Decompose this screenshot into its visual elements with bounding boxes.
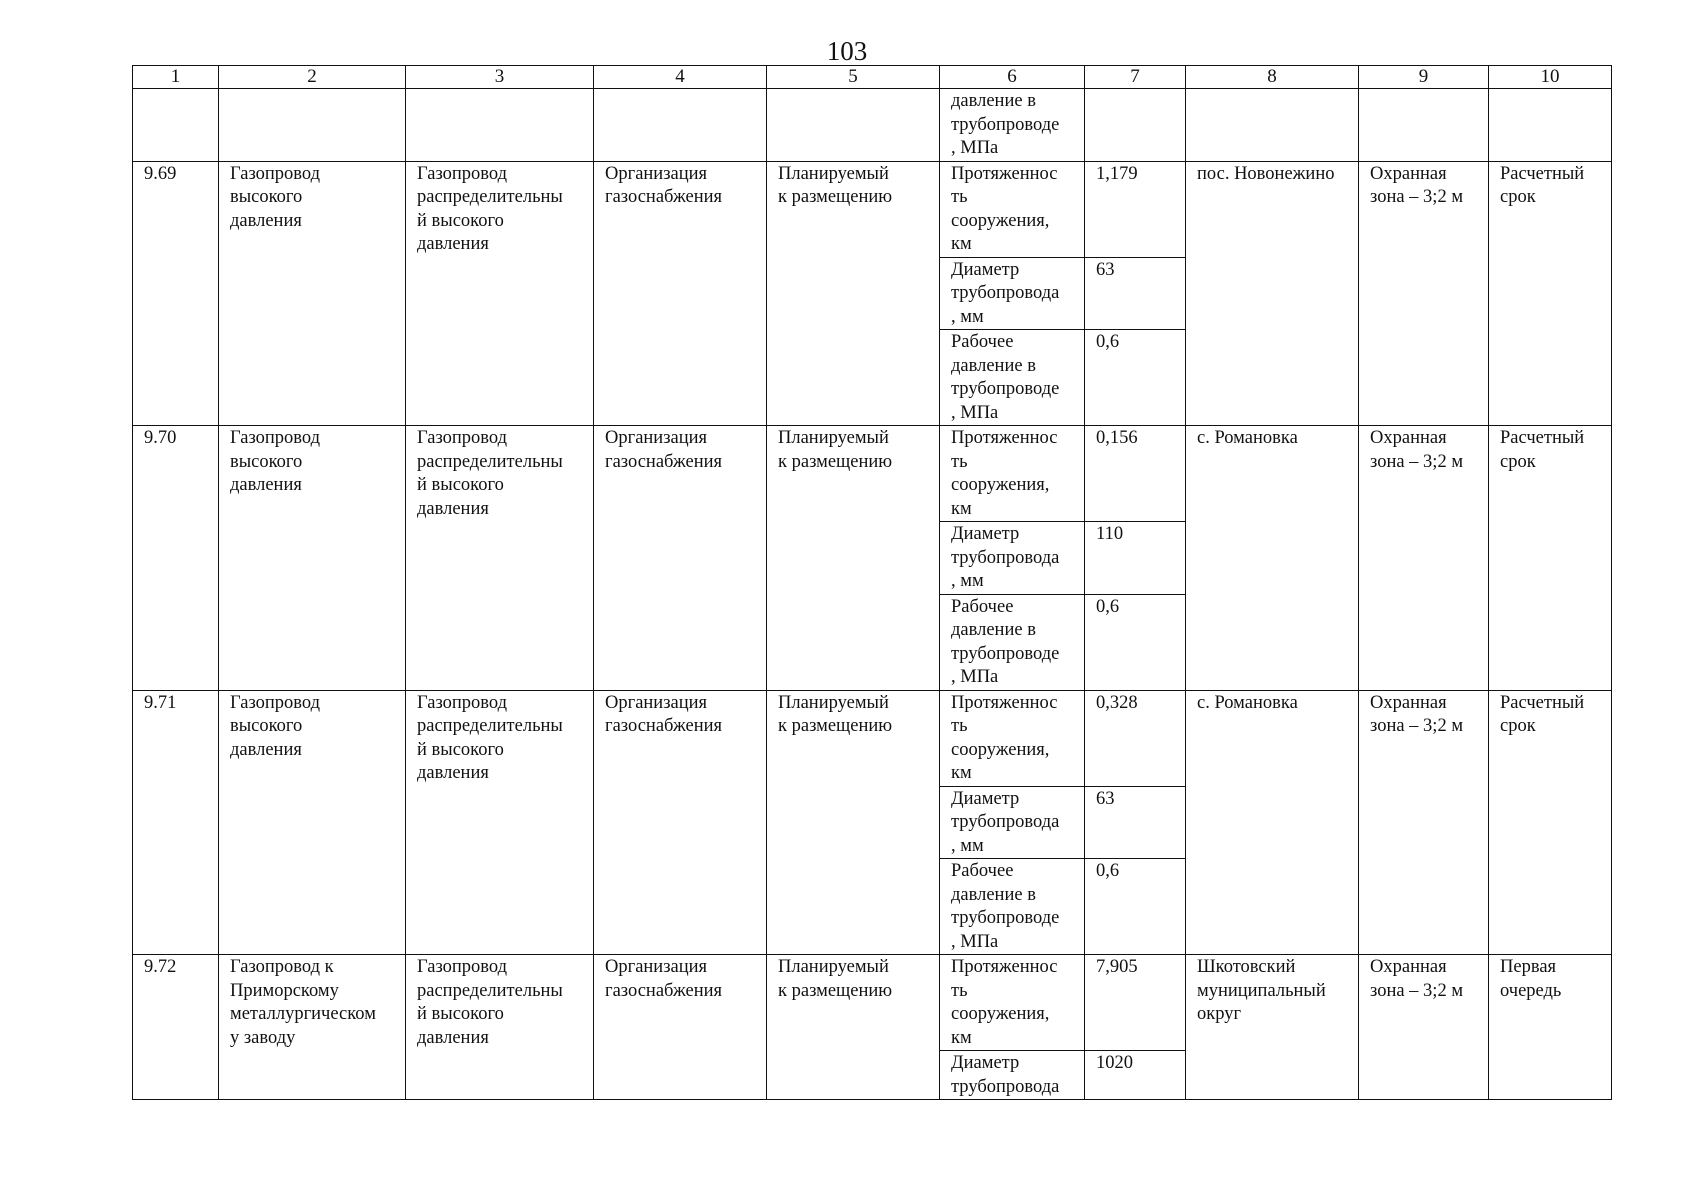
- param-label-text: Рабочее давление в трубопроводе , МПа: [951, 332, 1060, 423]
- object-location: [1186, 955, 1359, 1100]
- object-type: [406, 426, 594, 691]
- param-value-text: 0,156: [1096, 428, 1138, 448]
- param-value: [1085, 594, 1186, 690]
- object-location-text: с. Романовка: [1197, 428, 1298, 448]
- param-label: [940, 330, 1085, 426]
- column-number: 7: [1085, 66, 1186, 89]
- column-number: 6: [940, 66, 1085, 89]
- implementation-term-text: Расчетный срок: [1500, 428, 1585, 472]
- table-row: [133, 161, 1612, 257]
- param-value-text: 0,6: [1096, 332, 1120, 352]
- param-label: [940, 1051, 1085, 1100]
- object-location-text: с. Романовка: [1197, 692, 1298, 713]
- object-name-text: Газопровод высокого давления: [230, 428, 321, 495]
- implementation-term-text: Расчетный срок: [1500, 163, 1585, 207]
- empty-cell: [1489, 89, 1612, 162]
- object-type-text: Газопровод распределительны й высокого давления: [417, 428, 563, 519]
- object-purpose-text: Организация газоснабжения: [605, 957, 723, 1001]
- param-value-text: 110: [1096, 524, 1124, 544]
- column-number: 5: [767, 66, 940, 89]
- object-purpose-text: Организация газоснабжения: [605, 428, 723, 472]
- empty-cell: [406, 89, 594, 162]
- param-label-text: Протяженнос ть сооружения, км: [951, 692, 1058, 783]
- column-number: 10: [1489, 66, 1612, 89]
- row-number-text: 9.71: [144, 692, 177, 713]
- object-purpose-text: Организация газоснабжения: [605, 163, 723, 207]
- protection-zone-text: Охранная зона – 3;2 м: [1370, 428, 1464, 472]
- table-row: [133, 955, 1612, 1051]
- param-label-text: Диаметр трубопровода , мм: [951, 259, 1060, 327]
- param-label-text: давление в трубопроводе , МПа: [951, 91, 1060, 158]
- param-label-text: Диаметр трубопровода , мм: [951, 524, 1060, 591]
- object-type: [406, 690, 594, 955]
- param-value: [1085, 955, 1186, 1051]
- column-number-row: [133, 66, 1612, 89]
- param-label-text: Протяженнос ть сооружения, км: [951, 957, 1058, 1048]
- object-status: [767, 690, 940, 955]
- param-value-text: 7,905: [1096, 957, 1138, 977]
- object-name-text: Газопровод высокого давления: [230, 163, 321, 231]
- object-type: [406, 161, 594, 426]
- param-value: [1085, 690, 1186, 786]
- param-label: [940, 161, 1085, 257]
- param-label: [940, 955, 1085, 1051]
- param-label-text: Диаметр трубопровода: [951, 1053, 1060, 1097]
- param-value: [1085, 330, 1186, 426]
- protection-zone-text: Охранная зона – 3;2 м: [1370, 957, 1464, 1001]
- empty-cell: [1359, 89, 1489, 162]
- protection-zone: [1359, 161, 1489, 426]
- object-location-text: пос. Новонежино: [1197, 163, 1335, 184]
- param-value: [1085, 522, 1186, 595]
- param-label-text: Рабочее давление в трубопроводе , МПа: [951, 596, 1060, 687]
- param-value-text: 0,6: [1096, 596, 1120, 617]
- object-purpose-text: Организация газоснабжения: [605, 692, 723, 736]
- param-label-text: Диаметр трубопровода , мм: [951, 788, 1060, 856]
- object-status: [767, 426, 940, 691]
- param-label: [940, 859, 1085, 955]
- object-name: [219, 426, 406, 691]
- empty-cell: [133, 89, 219, 162]
- param-label: [940, 522, 1085, 595]
- protection-zone: [1359, 690, 1489, 955]
- continuation-row: [133, 89, 1612, 162]
- object-name-text: Газопровод к Приморскому металлургическом у заводу: [230, 957, 376, 1048]
- object-location: [1186, 161, 1359, 426]
- column-number: 8: [1186, 66, 1359, 89]
- row-number: [133, 955, 219, 1100]
- object-purpose: [594, 161, 767, 426]
- param-label: [940, 257, 1085, 330]
- register-table: [132, 65, 1612, 1100]
- column-number: 2: [219, 66, 406, 89]
- table-row: [133, 426, 1612, 522]
- object-status-text: Планируемый к размещению: [778, 692, 893, 736]
- table-row: [133, 690, 1612, 786]
- implementation-term-text: Первая очередь: [1500, 957, 1562, 1001]
- protection-zone: [1359, 955, 1489, 1100]
- empty-cell: [1085, 89, 1186, 162]
- object-status: [767, 161, 940, 426]
- empty-cell: [767, 89, 940, 162]
- protection-zone: [1359, 426, 1489, 691]
- page-number: 103: [826, 36, 868, 66]
- param-value-text: 1,179: [1096, 163, 1138, 184]
- row-number: [133, 690, 219, 955]
- object-purpose: [594, 690, 767, 955]
- implementation-term: [1489, 161, 1612, 426]
- object-status-text: Планируемый к размещению: [778, 163, 893, 207]
- empty-cell: [1186, 89, 1359, 162]
- row-number-text: 9.72: [144, 957, 177, 977]
- param-value-text: 0,6: [1096, 861, 1120, 881]
- param-value-text: 1020: [1096, 1053, 1133, 1073]
- param-value: [1085, 426, 1186, 522]
- row-number: [133, 161, 219, 426]
- implementation-term: [1489, 690, 1612, 955]
- param-value: [1085, 786, 1186, 859]
- row-number: [133, 426, 219, 691]
- empty-cell: [219, 89, 406, 162]
- param-value-text: 63: [1096, 259, 1115, 280]
- implementation-term-text: Расчетный срок: [1500, 692, 1585, 736]
- object-status: [767, 955, 940, 1100]
- object-purpose: [594, 426, 767, 691]
- param-label: [940, 786, 1085, 859]
- column-number: 4: [594, 66, 767, 89]
- param-value: [1085, 257, 1186, 330]
- param-value: [1085, 161, 1186, 257]
- param-label: [940, 594, 1085, 690]
- object-location: [1186, 426, 1359, 691]
- object-name: [219, 955, 406, 1100]
- object-type-text: Газопровод распределительны й высокого давления: [417, 163, 563, 254]
- object-location-text: Шкотовский муниципальный округ: [1197, 957, 1326, 1024]
- object-name: [219, 690, 406, 955]
- row-number-text: 9.70: [144, 428, 177, 448]
- object-status-text: Планируемый к размещению: [778, 428, 893, 472]
- param-label: [940, 690, 1085, 786]
- param-label: [940, 89, 1085, 162]
- object-purpose: [594, 955, 767, 1100]
- column-number: 1: [133, 66, 219, 89]
- implementation-term: [1489, 955, 1612, 1100]
- param-value-text: 0,328: [1096, 692, 1138, 713]
- param-label-text: Рабочее давление в трубопроводе , МПа: [951, 861, 1060, 952]
- implementation-term: [1489, 426, 1612, 691]
- param-label-text: Протяженнос ть сооружения, км: [951, 428, 1058, 519]
- object-type-text: Газопровод распределительны й высокого давления: [417, 957, 563, 1048]
- param-value-text: 63: [1096, 788, 1115, 809]
- param-value: [1085, 1051, 1186, 1100]
- object-name: [219, 161, 406, 426]
- empty-cell: [594, 89, 767, 162]
- protection-zone-text: Охранная зона – 3;2 м: [1370, 163, 1464, 207]
- column-number: 9: [1359, 66, 1489, 89]
- object-type: [406, 955, 594, 1100]
- object-location: [1186, 690, 1359, 955]
- protection-zone-text: Охранная зона – 3;2 м: [1370, 692, 1464, 736]
- object-type-text: Газопровод распределительны й высокого давления: [417, 692, 563, 783]
- column-number: 3: [406, 66, 594, 89]
- object-status-text: Планируемый к размещению: [778, 957, 893, 1001]
- row-number-text: 9.69: [144, 163, 177, 184]
- param-label-text: Протяженнос ть сооружения, км: [951, 163, 1058, 254]
- param-label: [940, 426, 1085, 522]
- object-name-text: Газопровод высокого давления: [230, 692, 321, 760]
- param-value: [1085, 859, 1186, 955]
